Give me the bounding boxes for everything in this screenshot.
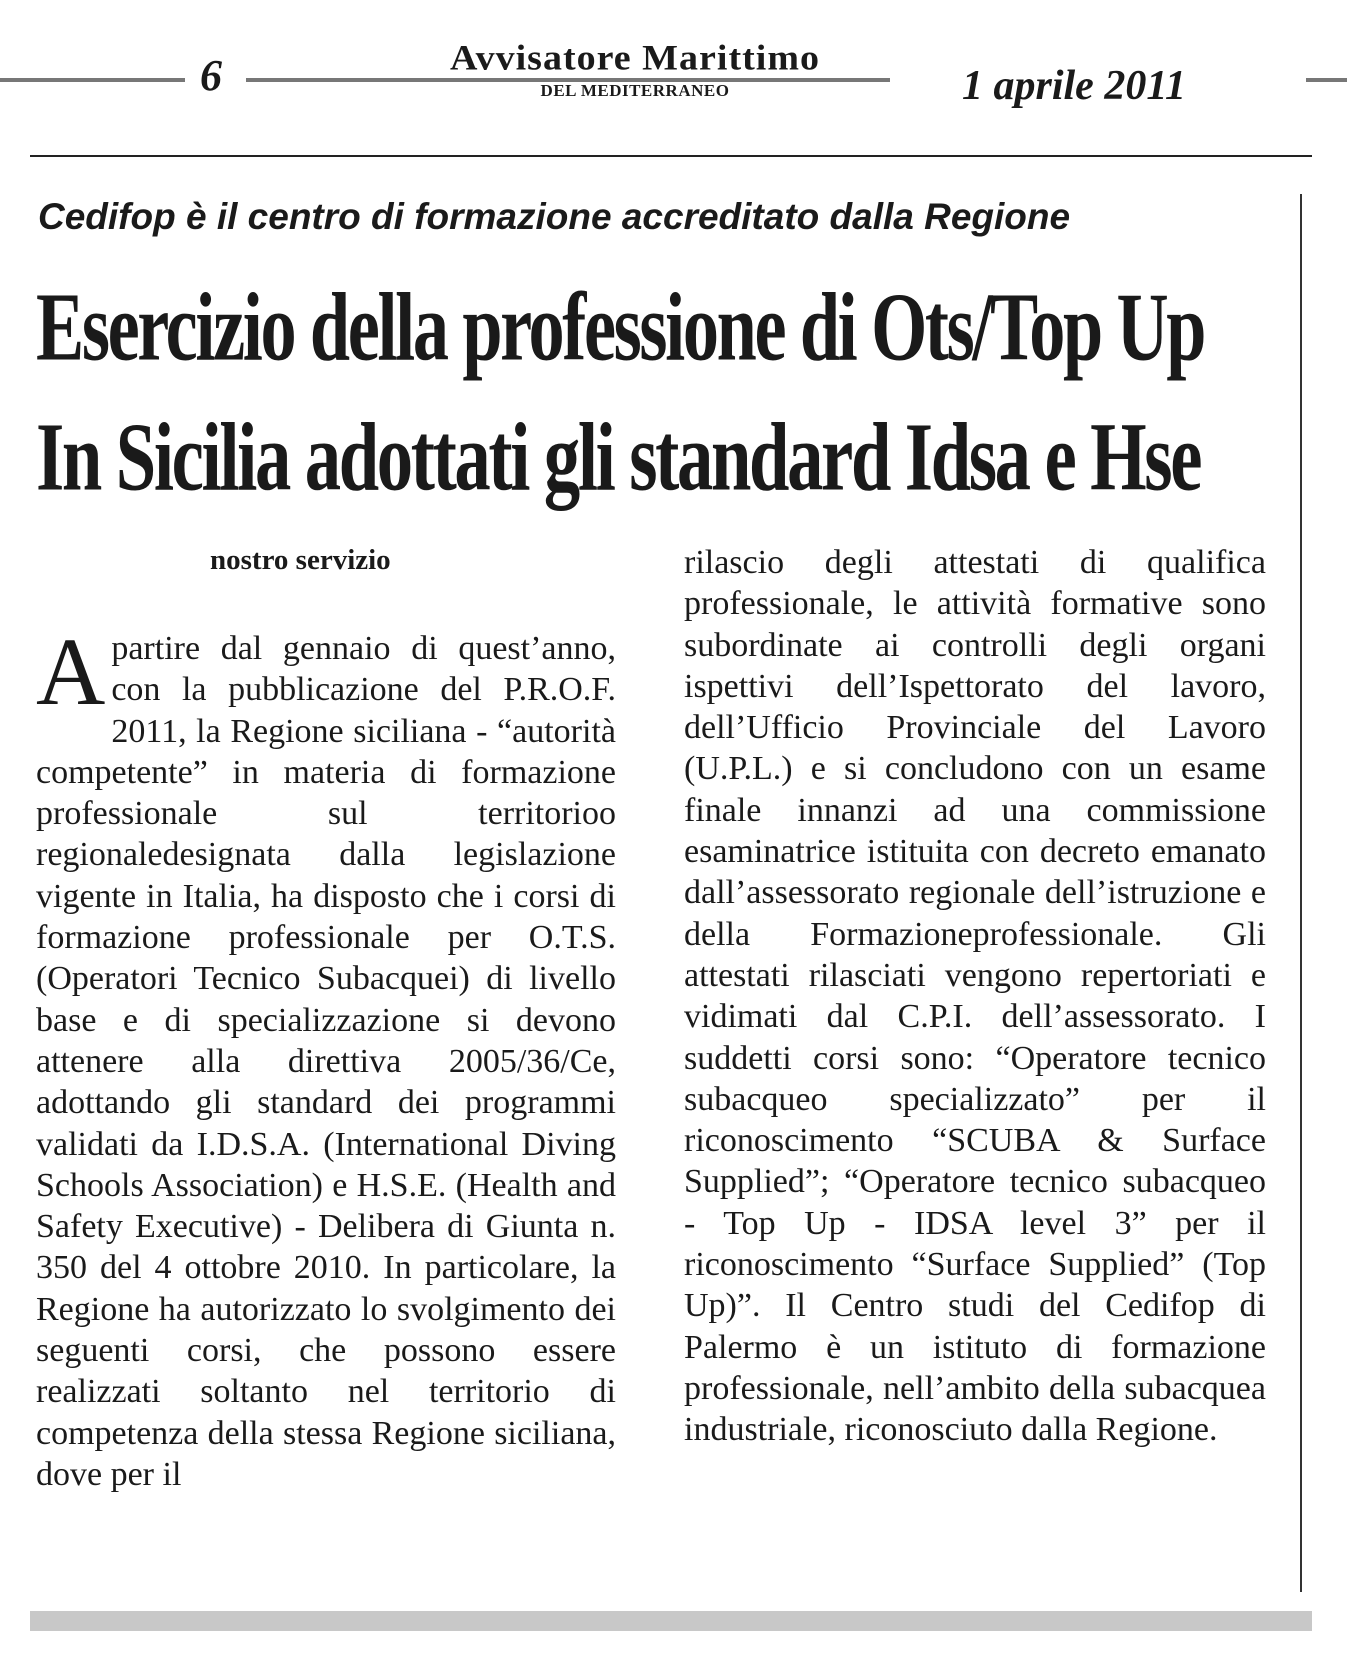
page-number: 6 xyxy=(200,51,222,100)
headline-line-1: Esercizio della professione di Ots/Top Up xyxy=(36,272,1205,381)
header-rule-right xyxy=(1306,78,1347,82)
drop-cap: A xyxy=(36,618,106,725)
article-body-left: partire dal gennaio di quest’anno, con la pubblicazione del P.R.O.F. 2011, la Regione siciliana - “autorità competente” in materia di formazione professionale sul territorioo regionaledesignata dalla legislazione vigente in Italia, ha disposto che i corsi di formazione professionale per O.T.S. (Operatori Tecnico Subacquei) di livello base e di specializzazione si devono attenere alla direttiva 2005/36/Ce, adottando gli standard dei programmi validati da I.D.S.A. (International Diving Schools Association) e H.S.E. (Health and Safety Executive) - Delibera di Giunta n. 350 del 4 ottobre 2010. In particolare, la Regione ha autorizzato lo svolgimento dei seguenti corsi, che possono essere realizzati soltanto nel territorio di competenza della stessa Regione siciliana, dove per il xyxy=(36,630,616,1493)
masthead xyxy=(380,36,890,102)
article-kicker: Cedifop è il centro di formazione accreditato dalla Regione xyxy=(38,196,1071,237)
article-body-right: rilascio degli attestati di qualifica professionale, le attività formative sono subordinate ai controlli degli organi ispettivi dell’Ispettorato del lavoro, dell’Ufficio Provinciale del Lavoro (U.P.L.) e si concludono con un esame finale innanzi ad una commissione esaminatrice istituita con decreto emanato dall’assessorato regionale dell’istruzione e della Formazioneprofessionale. Gli attestati rilasciati vengono repertoriati e vidimati dal C.P.I. dell’assessorato. I suddetti corsi sono: “Operatore tecnico subacqueo specializzato” per il riconoscimento “SCUBA & Surface Supplied”; “Operatore tecnico subacqueo - Top Up - IDSA level 3” per il riconoscimento “Surface Supplied” (Top Up)”. Il Centro studi del Cedifop di Palermo è un istituto di formazione professionale, nell’ambito della subacquea industriale, riconosciuto dalla Regione. xyxy=(684,544,1266,1449)
column-divider xyxy=(1300,194,1302,1592)
masthead-title: Avvisatore Marittimo xyxy=(450,38,820,78)
masthead-subtitle: DEL MEDITERRANEO xyxy=(540,81,730,100)
article-column-left xyxy=(36,618,616,1495)
article-column-right xyxy=(684,542,1266,1451)
header-rule-left xyxy=(0,78,185,82)
issue-date: 1 aprile 2011 xyxy=(962,63,1187,109)
header-separator xyxy=(30,155,1312,157)
footer-bar xyxy=(30,1611,1312,1631)
byline: nostro servizio xyxy=(210,544,391,576)
headline-line-2: In Sicilia adottati gli standard Idsa e Hse xyxy=(36,402,1201,511)
